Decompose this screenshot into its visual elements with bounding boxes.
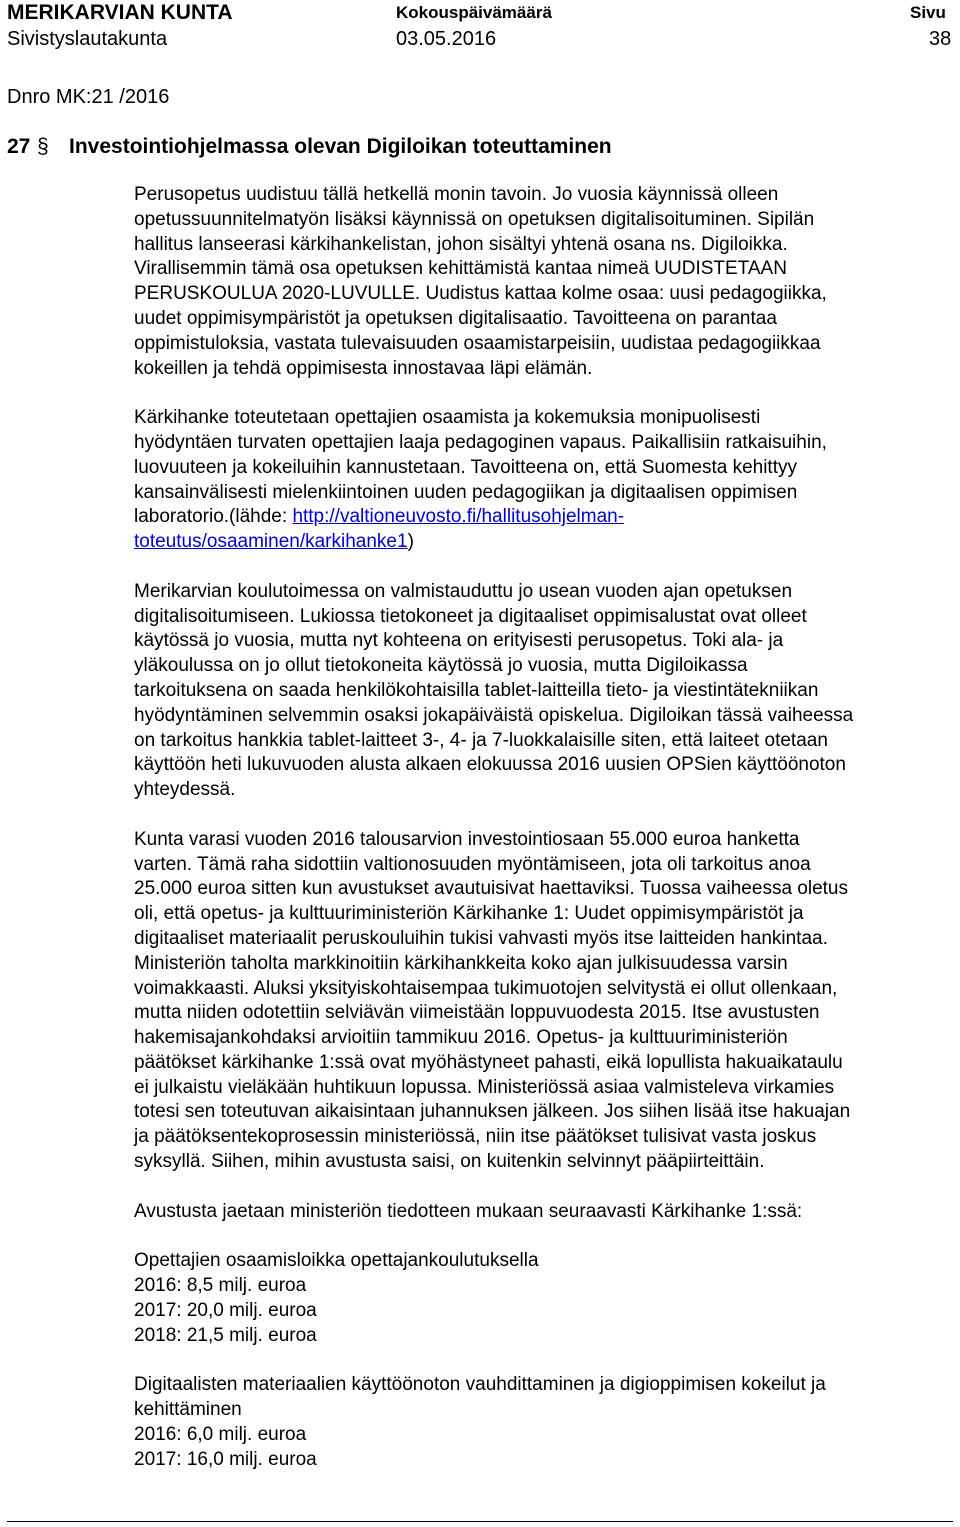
text-line: ei julkaistu vieläkään huhtikuun lopussa. Ministeriössä asiaa valmisteleva virkamies	[134, 1076, 835, 1098]
text-line: digitalisoitumiseen. Lukiossa tietokoneet ja digitaaliset oppimisalustat ovat olleet	[134, 605, 807, 627]
section-title	[7, 134, 612, 160]
paragraph-3	[134, 580, 956, 803]
text-line: 25.000 euroa sitten kun avustukset avautuisivat haettaviksi. Tuossa vaiheessa oletus	[134, 878, 848, 900]
section-heading: Investointiohjelmassa olevan Digiloikan toteuttaminen	[69, 135, 612, 158]
text-line: varten. Tämä raha sidottiin valtionosuuden myöntämiseen, jota oli tarkoitus anoa	[134, 853, 811, 875]
text-line: mutta niiden odotettiin selviävän viimeistään loppuvuodesta 2015. Itse avustusten	[134, 1002, 820, 1024]
text-line: Kunta varasi vuoden 2016 talousarvion investointiosaan 55.000 euroa hanketta	[134, 828, 800, 850]
document-body	[134, 183, 956, 1472]
text-line: Perusopetus uudistuu tällä hetkellä monin tavoin. Jo vuosia käynnissä olleen	[134, 184, 779, 205]
header-row-2	[0, 27, 960, 53]
text-line: kansainvälisesti mielenkiintoinen uuden pedagogiikan ja digitaalisen oppimisen	[134, 481, 798, 503]
text-line: käytössä jo vuosia, mutta nyt kohteena on erityisesti perusopetus. Toki ala- ja	[134, 630, 784, 652]
page-label: Sivu	[910, 3, 946, 22]
paragraph-4	[134, 828, 956, 1175]
meeting-date-label: Kokouspäivämäärä	[396, 3, 552, 22]
text-line: käyttöön heti lukuvuoden alusta alkaen elokuussa 2016 uusien OPSien käyttöönoton	[134, 754, 846, 776]
text-line: Ministeriön taholta markkinoitiin kärkihankkeita koko ajan julkisuudessa varsin	[134, 952, 788, 974]
text-line: Avustusta jaetaan ministeriön tiedotteen mukaan seuraavasti Kärkihanke 1:ssä:	[134, 1200, 803, 1222]
paragraph-1	[134, 183, 956, 381]
funding-item: 2017: 16,0 milj. euroa	[134, 1448, 317, 1470]
funding-heading-cont: kehittäminen	[134, 1399, 242, 1421]
text-line: oppimistuloksia, vastata tulevaisuuden osaamistarpeisiin, uudistaa pedagogiikkaa	[134, 332, 821, 354]
text-line: syksyllä. Siihen, mihin avustusta saisi, on kuitenkin selvinnyt pääpiirteittäin.	[134, 1151, 765, 1173]
text-line: Merikarvian koulutoimessa on valmistauduttu jo usean vuoden ajan opetuksen	[134, 580, 793, 602]
text-line: opetussuunnitelmatyön lisäksi käynnissä on opetuksen digitalisoituminen. Sipilän	[134, 208, 815, 230]
text-line: hyödyntäen turvaten opettajien laaja pedagoginen vapaus. Paikallisiin ratkaisuihin,	[134, 431, 827, 453]
footer-divider	[7, 1521, 953, 1522]
text-line: yläkoulussa on jo ollut tietokoneita käytössä jo vuosia, mutta Digiloikassa	[134, 655, 748, 677]
source-link-part-1[interactable]: http://valtioneuvosto.fi/hallitusohjelman-	[292, 506, 625, 528]
text-line: ja päätöksentekoprosessin ministeriössä, niin itse päätökset tulisivat vasta joskus	[134, 1126, 817, 1148]
text-line: on tarkoitus hankkia tablet-laitteet 3-, 4- ja 7-luokkalaisille siten, että laiteet otetaan	[134, 729, 828, 751]
source-prefix: laboratorio.(lähde:	[134, 506, 293, 528]
funding-item: 2016: 6,0 milj. euroa	[134, 1423, 307, 1445]
text-line: kokeillen ja tehdä oppimisesta innostavaa läpi elämän.	[134, 357, 593, 379]
paragraph-2	[134, 406, 956, 555]
text-line: Kärkihanke toteutetaan opettajien osaamista ja kokemuksia monipuolisesti	[134, 407, 761, 429]
header-row-1	[0, 1, 960, 27]
text-line: digitaaliset materiaalit peruskouluihin tukisi vahvasti myös itse laitteiden hankintaa.	[134, 927, 828, 949]
text-line: luovuuteen ja kokeiluihin kannustetaan. Tavoitteena on, että Suomesta kehittyy	[134, 456, 797, 478]
meeting-date: 03.05.2016	[396, 28, 497, 50]
text-line: voimakkaasti. Aluksi yksityiskohtaisempaa tukimuotojen selvitystä ei ollut ollenkaan,	[134, 977, 838, 999]
text-line: Virallisemmin tämä osa opetuksen kehittämistä kantaa nimeä UUDISTETAAN	[134, 258, 787, 280]
text-line: tarkoituksena on saada henkilökohtaisilla tablet-laitteilla tieto- ja viestintätekniikan	[134, 679, 819, 701]
source-suffix: )	[407, 531, 414, 553]
text-line: hallitus lanseerasi kärkihankelistan, johon sisältyi yhtenä osana ns. Digiloikka.	[134, 233, 788, 255]
source-link-part-2[interactable]: toteutus/osaaminen/karkihanke1	[134, 531, 408, 553]
section-symbol: §	[37, 135, 49, 158]
text-line: yhteydessä.	[134, 779, 236, 801]
text-line: päätökset kärkihanke 1:ssä ovat myöhästyneet pahasti, eikä lopullista hakuaikataulu	[134, 1051, 843, 1073]
funding-heading: Opettajien osaamisloikka opettajankoulutuksella	[134, 1250, 539, 1272]
funding-item: 2017: 20,0 milj. euroa	[134, 1299, 317, 1321]
source-line-2	[134, 530, 956, 555]
funding-heading: Digitaalisten materiaalien käyttöönoton vauhdittaminen ja digioppimisen kokeilut ja	[134, 1374, 826, 1396]
section-number: 27	[7, 135, 31, 158]
dnro: Dnro MK:21 /2016	[7, 86, 170, 108]
municipality-name: MERIKARVIAN KUNTA	[7, 1, 233, 24]
text-line: hyödyntäminen selvemmin osaksi jokapäiväistä opiskelua. Digiloikan tässä vaiheessa	[134, 704, 854, 726]
text-line: uudet oppimisympäristöt ja opetuksen digitalisaatio. Tavoitteena on parantaa	[134, 307, 777, 329]
funding-item: 2016: 8,5 milj. euroa	[134, 1275, 307, 1297]
text-line: PERUSKOULUA 2020-LUVULLE. Uudistus kattaa kolme osaa: uusi pedagogiikka,	[134, 283, 827, 305]
page-number: 38	[929, 28, 952, 50]
funding-item: 2018: 21,5 milj. euroa	[134, 1324, 317, 1346]
funding-list-1	[134, 1249, 956, 1348]
text-line: hakemisajankohdaksi arvioitiin tammikuu 2016. Opetus- ja kulttuuriministeriön	[134, 1027, 788, 1049]
text-line: oli, että opetus- ja kulttuuriministeriön Kärkihanke 1: Uudet oppimisympäristöt ja	[134, 903, 804, 925]
funding-list-2	[134, 1373, 956, 1472]
source-line	[134, 505, 956, 530]
text-line: totesi sen toteutuvan aikaisintaan juhannuksen jälkeen. Jos siihen lisää itse hakuajan	[134, 1101, 851, 1123]
board-name: Sivistyslautakunta	[7, 28, 168, 50]
paragraph-5	[134, 1200, 956, 1225]
